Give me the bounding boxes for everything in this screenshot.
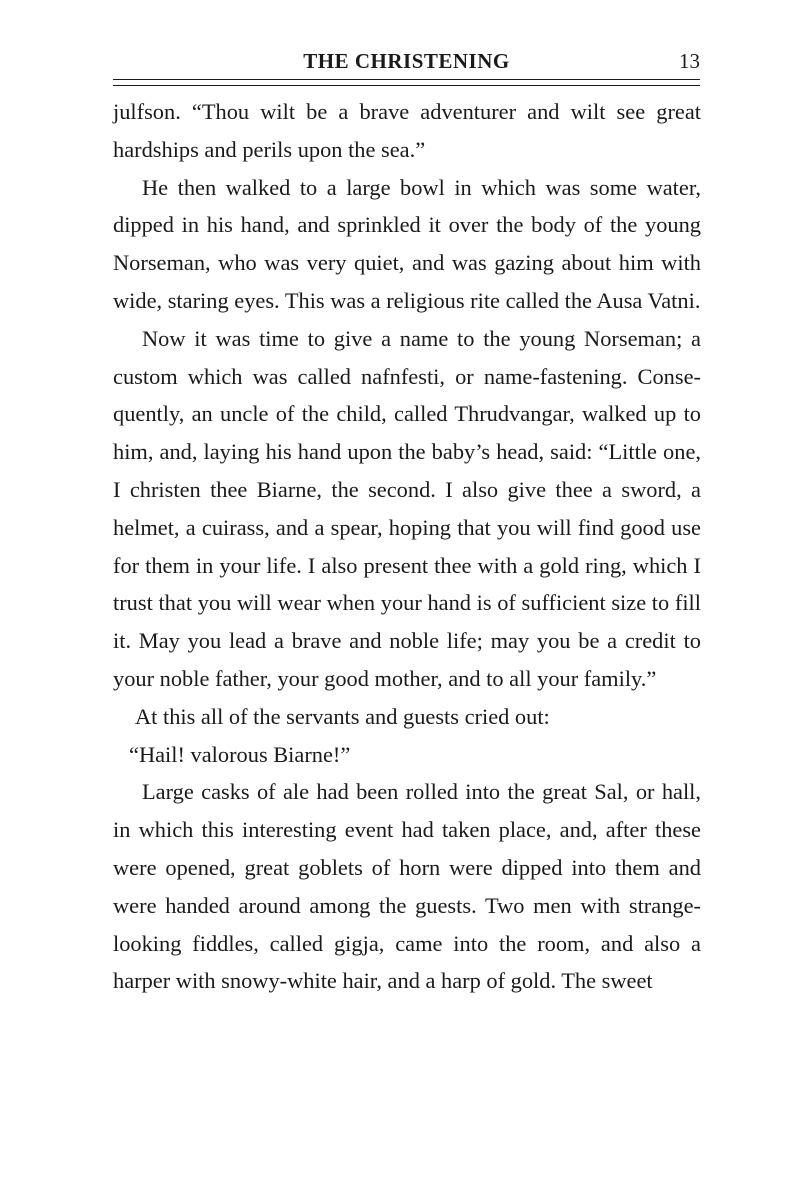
running-head [113, 48, 700, 76]
chapter-title: THE CHRISTENING [303, 49, 510, 73]
header-rule-bottom [113, 85, 700, 86]
body-text [113, 93, 701, 1000]
paragraph: Large casks of ale had been rolled into the great Sal, or hall, in which this interesting event had taken place, and, after these were opened, great goblets of horn were dipped into them and were handed around among the guests. Two men with strange-looking fiddles, called gigja, came into the room, and also a harper with snowy-white hair, and a harp of gold. The sweet [113, 779, 701, 994]
paragraph: Now it was time to give a name to the young Norseman; a custom which was called nafnfesti, or name-fastening. Consequently, an uncle of the child, called Thrudvangar, walked up to him, and, laying his hand upon the baby’s head, said: “Little one, I christen thee Biarne, the second. I also give thee a sword, a helmet, a cuirass, and a spear, hoping that you will find good use for them in your life. I also present thee with a gold ring, which I trust that you will wear when your hand is of sufficient size to fill it. May you lead a brave and noble life; may you be a credit to your noble father, your good mother, and to all your family.” [113, 325, 701, 691]
page-number: 13 [679, 49, 700, 73]
header-rule-top [113, 79, 700, 80]
paragraph: julfson. “Thou wilt be a brave adventurer and wilt see great hardships and perils upon the sea.” [113, 99, 701, 162]
paragraph: At this all of the servants and guests cried out: [135, 703, 550, 729]
paragraph: He then walked to a large bowl in which was some water, dipped in his hand, and sprinkled it over the body of the young Norseman, who was very quiet, and was gazing about him with wide, staring eyes. This was a religious rite called the Ausa Vatni. [113, 174, 701, 313]
paragraph: “Hail! valorous Biarne!” [129, 741, 351, 767]
